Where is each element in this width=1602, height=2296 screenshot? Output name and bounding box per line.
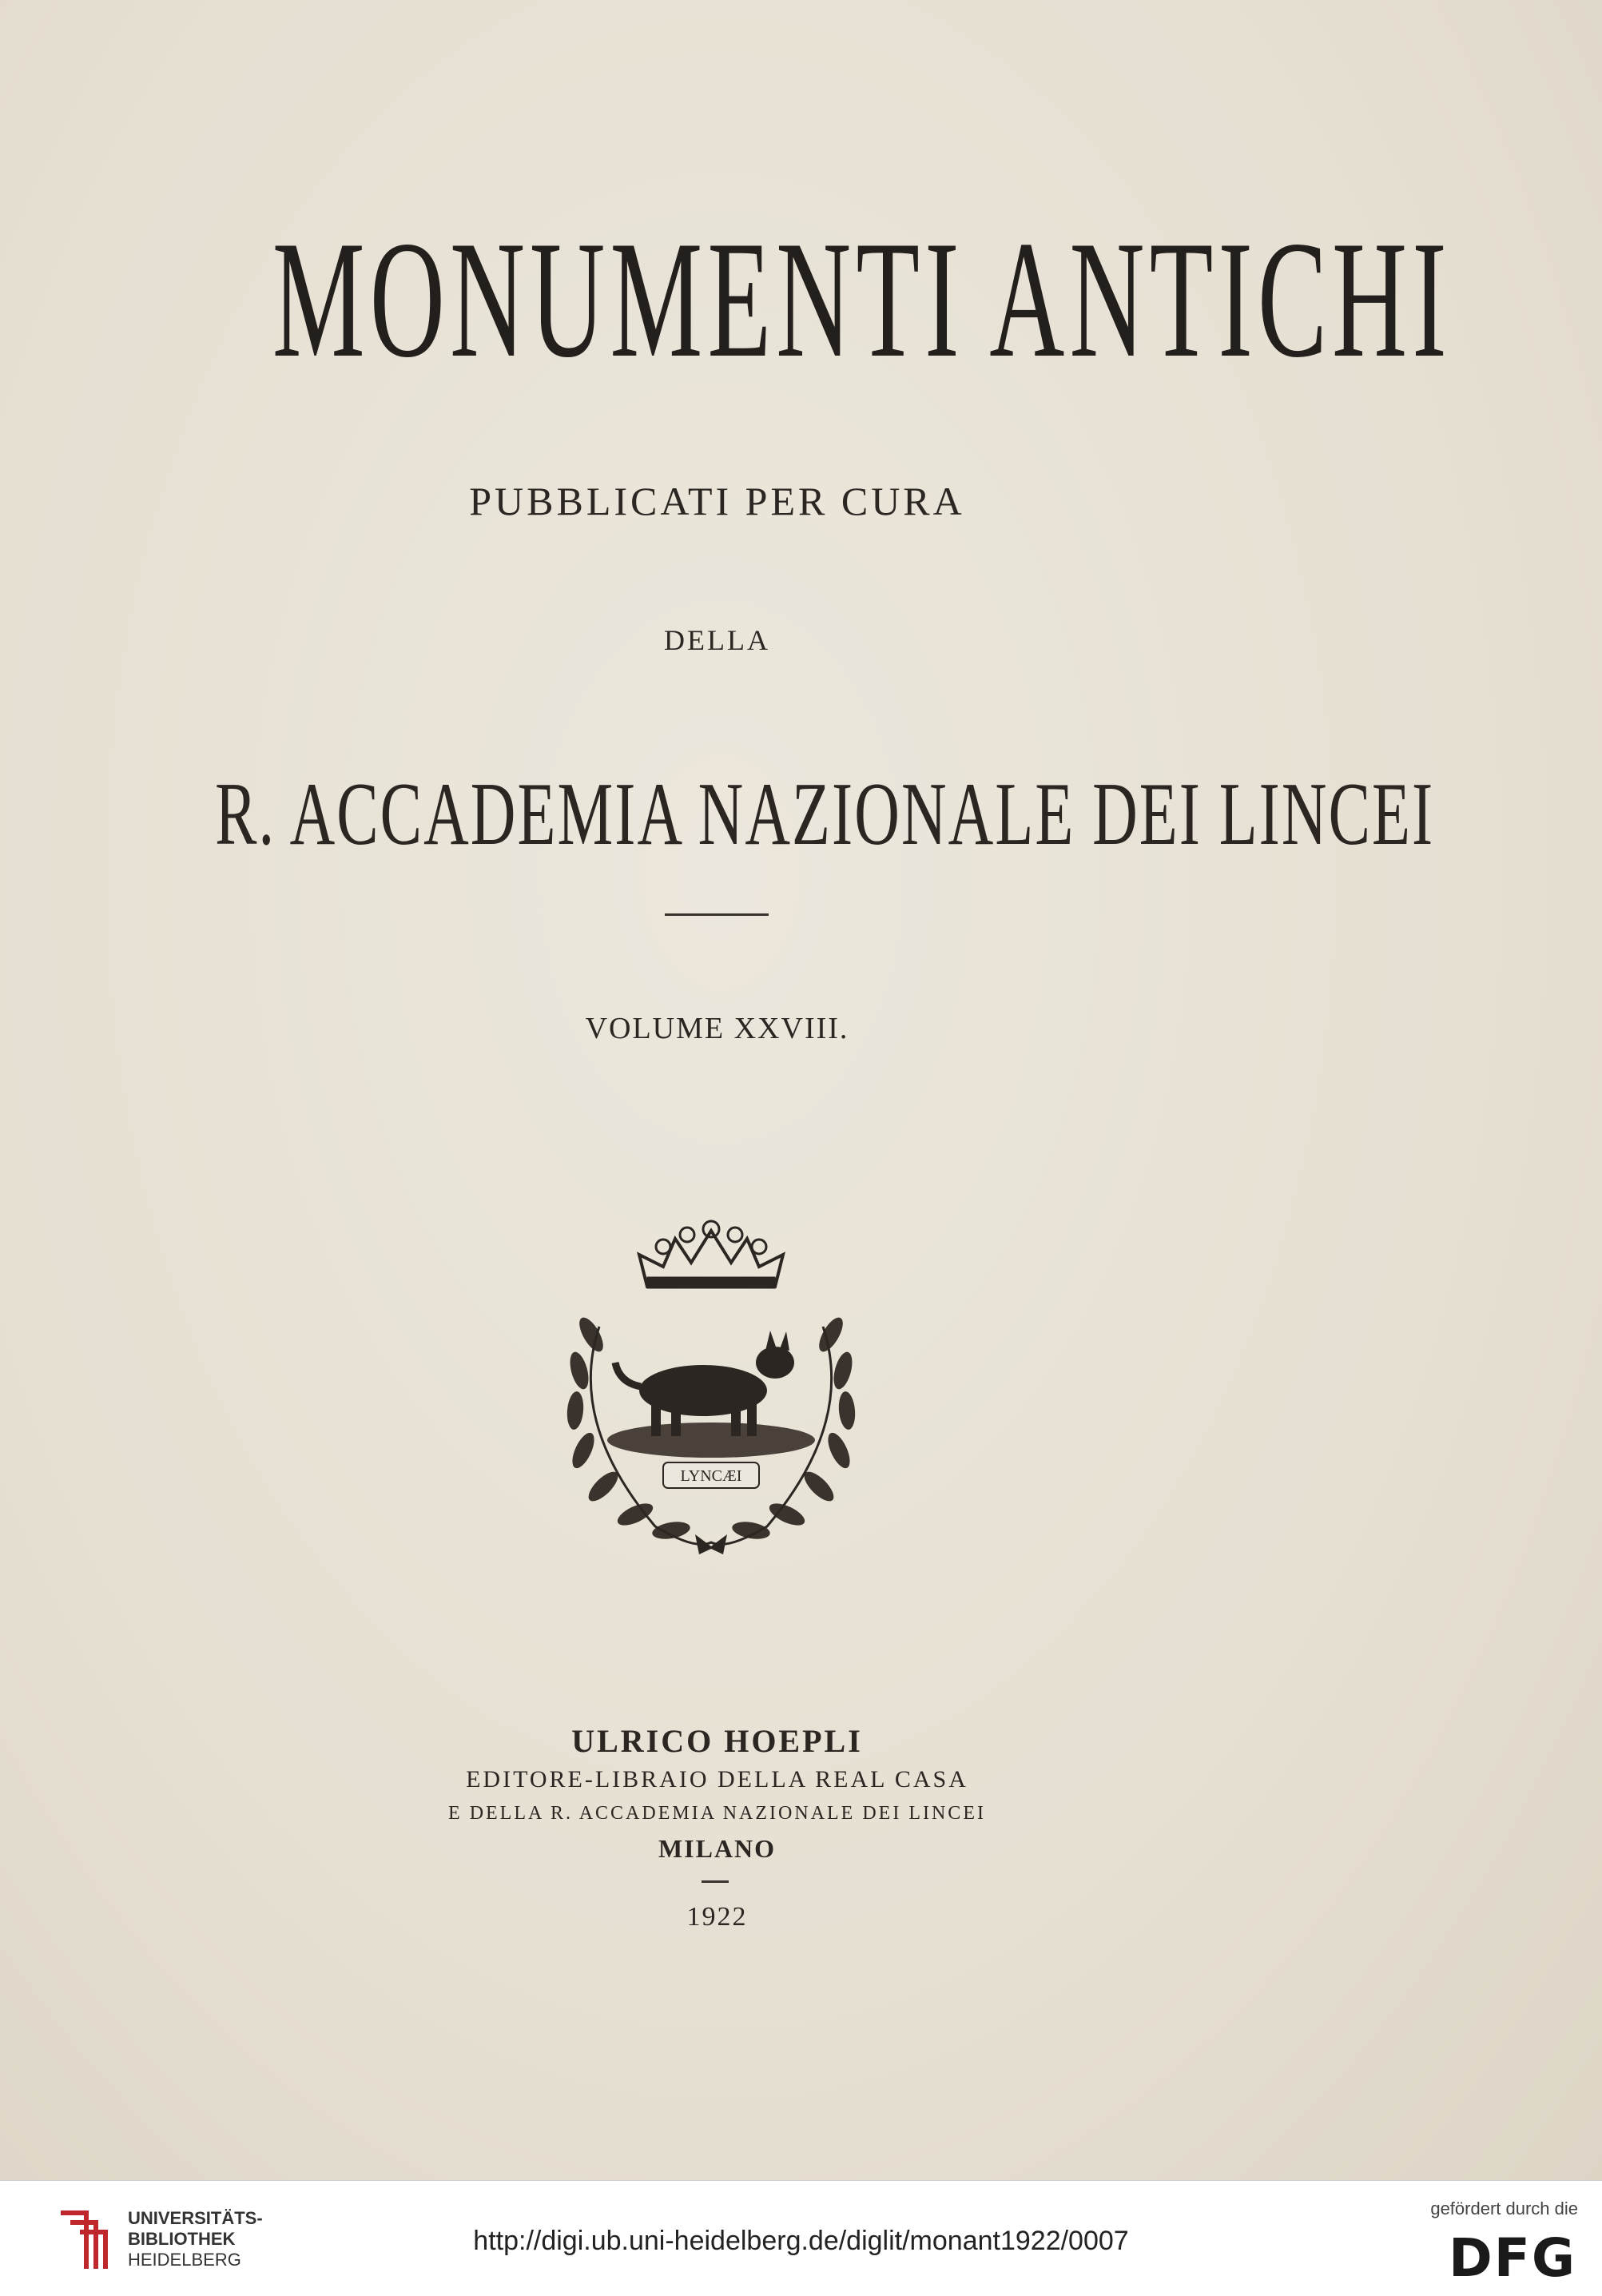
lynx-emblem-icon: [543, 1191, 879, 1558]
subtitle-published-by: PUBBLICATI PER CURA: [469, 479, 965, 523]
publisher-line-3: E DELLA R. ACCADEMIA NAZIONALE DEI LINCEI: [448, 1803, 986, 1824]
academy-name: R. ACCADEMIA NAZIONALE DEI LINCEI: [215, 765, 1435, 864]
emblem-motto: LYNCÆI: [680, 1467, 742, 1485]
publisher-line-2: EDITORE-LIBRAIO DELLA REAL CASA: [466, 1766, 968, 1793]
subtitle-della: DELLA: [664, 624, 770, 656]
book-title: MONUMENTI ANTICHI: [272, 207, 1452, 392]
publisher-city: MILANO: [658, 1834, 777, 1863]
volume-number: VOLUME XXVIII.: [585, 1012, 849, 1045]
publication-year: 1922: [686, 1902, 748, 1932]
publisher-name: ULRICO HOEPLI: [571, 1723, 863, 1759]
dfg-logo: DFG: [1448, 2227, 1576, 2289]
funding-caption: gefördert durch die: [1430, 2199, 1578, 2218]
divider-rule: [665, 913, 769, 916]
permalink[interactable]: http://digi.ub.uni-heidelberg.de/diglit/monant1922/0007: [473, 2226, 1129, 2256]
library-name: UNIVERSITÄTS- BIBLIOTHEK HEIDELBERG: [128, 2208, 263, 2270]
viewer-footer: [0, 2180, 1602, 2296]
year-divider: [702, 1880, 729, 1883]
